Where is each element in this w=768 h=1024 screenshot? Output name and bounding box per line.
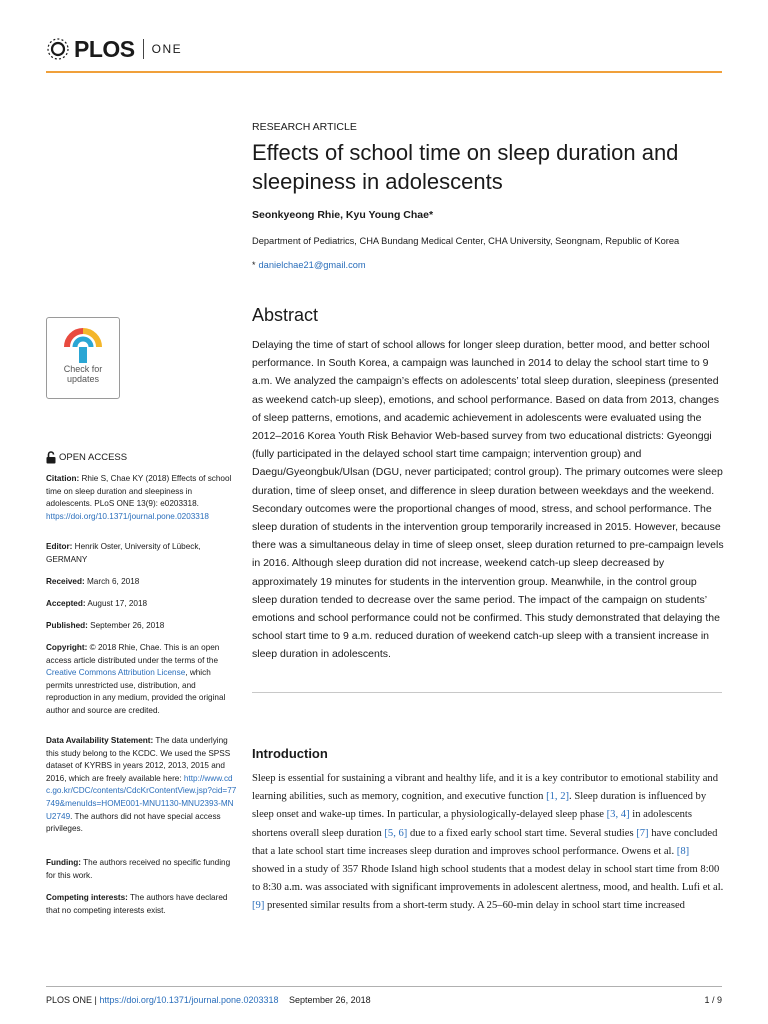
data-availability-text: . The authors did not have special access privileges. <box>46 811 221 834</box>
accepted-block <box>46 598 238 611</box>
received-block <box>46 576 238 589</box>
article-authors: Seonkyeong Rhie, Kyu Young Chae* <box>252 209 434 221</box>
open-lock-icon <box>46 451 56 464</box>
competing-interests-label: Competing interests: <box>46 893 128 902</box>
check-for-updates-icon <box>61 323 105 365</box>
data-availability-label: Data Availability Statement: <box>46 736 154 745</box>
article-type: RESEARCH ARTICLE <box>252 121 357 133</box>
citation-ref-link[interactable]: [1, 2] <box>546 791 570 803</box>
editor-text: Henrik Oster, University of Lübeck, GERMANY <box>46 542 201 564</box>
page-number: 1 / 9 <box>704 995 722 1005</box>
competing-interests-text: The authors have declared that no competing interests exist. <box>46 893 228 915</box>
plos-logo-icon <box>46 37 70 61</box>
abstract-divider <box>252 692 722 693</box>
received-text: March 6, 2018 <box>84 577 140 586</box>
citation-ref-link[interactable]: [9] <box>252 900 265 912</box>
brand-name: PLOS <box>74 35 135 62</box>
journal-name: ONE <box>151 42 183 56</box>
published-text: September 26, 2018 <box>87 621 165 630</box>
intro-text: . Sleep duration is influenced by sleep onset and wake-up times. In particular, a physiologically-delayed sleep phase <box>252 791 707 821</box>
badge-text <box>47 364 119 384</box>
badge-line: Check for <box>63 364 103 374</box>
funding-label: Funding: <box>46 858 82 867</box>
introduction-paragraph <box>252 770 724 916</box>
footer-rule <box>46 986 722 987</box>
article-title: Effects of school time on sleep duration and sleepiness in adolescents <box>252 140 679 194</box>
data-source-link[interactable]: http://www.cdc.go.kr/CDC/contents/CdcKrContentView.jsp?cid=77749&menuIds=HOME001-MNU1130-MNU2393-MNU2749 <box>46 773 237 821</box>
open-access-label <box>46 451 127 464</box>
copyright-block <box>46 642 238 718</box>
intro-text: showed in a study of 357 Rhode Island high school students that a modest delay in school start time from 8:00 to 8:30 a.m. was associated with significant improvements in adolescent alertness, mood, and health. Lufi et al. <box>252 864 724 894</box>
header-rule <box>46 71 722 73</box>
abstract-body: Delaying the time of start of school allows for longer sleep duration, better mood, and better school performance. In South Korea, a campaign was launched in 2014 to delay the school start time to 9 a.m. We analyzed the campaign’s effects on adolescents’ total sleep duration, sleepiness (presented as weekend catch-up sleep), emotions, and school performance. Based on data from 2013, changes of sleep patterns, emotions, and academic achievement in adolescents were evaluated using the 2012–2016 Korea Youth Risk Behavior Web-based survey from two educational districts: Gyeonggi (fully participated in the delayed school start time campaign; intervention group) and Daegu/Gyeongbuk/Ulsan (DGU, never participated; control group). The primary outcomes were sleep duration, time of sleep onset, and difference in sleep duration between weekdays and the weekend. Secondary outcomes were the proportional changes of mood, stress, and school performance. The sleep duration of students in the intervention group temporarily increased in 2015. However, because there was a simultaneous delay in time of sleep onset, sleep duration returned to pre-campaign levels in 2016. Although sleep duration did not increase, weekend catch-up sleep decreased by approximately 19 minutes for students in the intervention group. Meanwhile, in the control group sleep duration tended to decrease over the same period. The impact of the campaign on students’ emotions and school performance could not be confirmed. This study demonstrated that delaying the school start time to 9 a.m. reduced duration of weekend catch-up sleep with a transient increase in sleep duration in adolescents. <box>252 339 724 661</box>
intro-text: presented similar results from a short-term study. A 25–60-min delay in school start time increased <box>264 900 685 912</box>
funding-block <box>46 857 238 882</box>
citation-label: Citation: <box>46 474 80 483</box>
introduction-heading: Introduction <box>252 746 328 761</box>
author-affiliation: Department of Pediatrics, CHA Bundang Medical Center, CHA University, Seongnam, Republic of Korea <box>252 236 680 246</box>
check-for-updates-badge[interactable] <box>46 317 120 399</box>
published-block <box>46 620 238 633</box>
corresponding-email-link[interactable]: danielchae21@gmail.com <box>258 260 366 270</box>
footer-journal: PLOS ONE | <box>46 995 100 1005</box>
editor-block <box>46 541 238 566</box>
data-availability-block <box>46 735 238 836</box>
citation-block <box>46 473 238 523</box>
data-availability-text: The data underlying this study belong to the KCDC. We used the SPSS dataset of KYRBS in years 2012, 2013, 2015 and 2016, which are freely available here: <box>46 736 231 783</box>
citation-ref-link[interactable]: [5, 6] <box>384 827 408 839</box>
intro-text: due to a fixed early school start time. Several studies <box>407 827 637 839</box>
citation-text: Rhie S, Chae KY (2018) Effects of school time on sleep duration and sleepiness in adolescents. PLoS ONE 13(9): e0203318. <box>46 474 232 509</box>
abstract-heading: Abstract <box>252 305 319 325</box>
footer-date: September 26, 2018 <box>289 995 371 1005</box>
citation-ref-link[interactable]: [8] <box>676 845 690 857</box>
logo-separator <box>143 39 144 59</box>
footer-doi-link[interactable]: https://doi.org/10.1371/journal.pone.0203318 <box>99 995 279 1005</box>
intro-text: have concluded that a late school start time increases sleep duration and improves school performance. Owens et al. <box>252 827 718 857</box>
intro-text: in adolescents shortens overall sleep duration <box>252 809 692 839</box>
editor-label: Editor: <box>46 542 73 551</box>
corresponding-email-line <box>252 260 366 270</box>
plos-logo[interactable] <box>46 36 182 62</box>
footer-left <box>46 995 371 1005</box>
citation-doi-link[interactable]: https://doi.org/10.1371/journal.pone.0203318 <box>46 511 209 521</box>
accepted-label: Accepted: <box>46 599 86 608</box>
competing-interests-block <box>46 892 238 917</box>
badge-line: updates <box>66 374 100 384</box>
page-footer <box>46 995 722 1005</box>
open-access-text: OPEN ACCESS <box>59 452 128 463</box>
received-label: Received: <box>46 577 85 586</box>
citation-ref-link[interactable]: [7] <box>636 827 649 839</box>
accepted-text: August 17, 2018 <box>85 599 148 608</box>
copyright-text: © 2018 Rhie, Chae. This is an open access article distributed under the terms of the <box>46 643 220 665</box>
intro-text: Sleep is essential for sustaining a vibrant and healthy life, and it is a key contributor to emotional stability and learning abilities, such as memory, cognition, and executive function <box>252 773 719 803</box>
funding-text: The authors received no specific funding for this work. <box>46 858 231 880</box>
copyright-label: Copyright: <box>46 643 88 652</box>
corresponding-star: * <box>252 260 256 270</box>
published-label: Published: <box>46 621 88 630</box>
citation-ref-link[interactable]: [3, 4] <box>606 809 630 821</box>
copyright-text: , which permits unrestricted use, distribution, and reproduction in any medium, provided the original author and source are credited. <box>46 668 226 715</box>
license-link[interactable]: Creative Commons Attribution License <box>46 668 186 678</box>
